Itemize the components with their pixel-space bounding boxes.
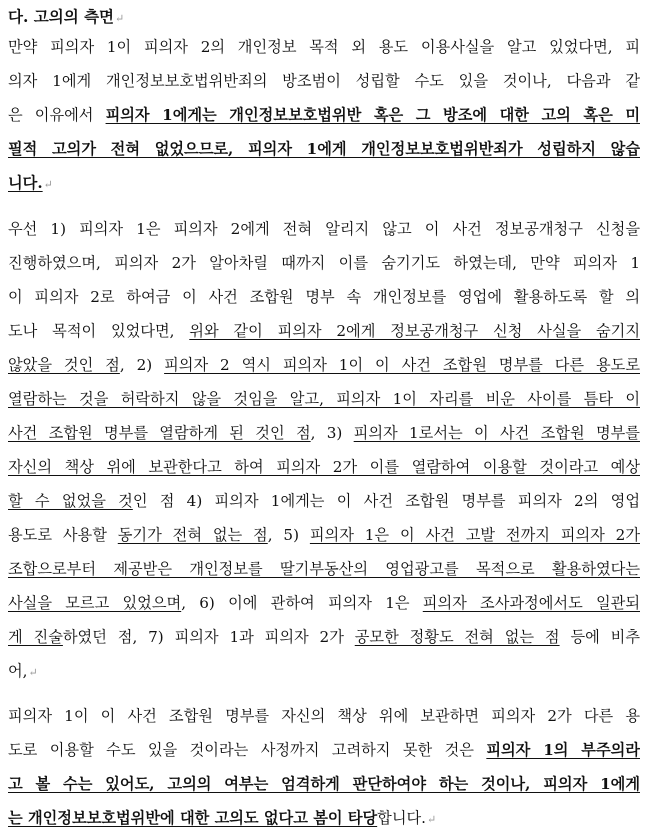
paragraph-mark-icon: ↵ xyxy=(43,178,53,191)
text-line xyxy=(8,450,640,484)
text-run: 사건 조합원 명부를 열람하게 된 것인 점 xyxy=(8,424,311,442)
text-run: 합니다. xyxy=(377,809,427,827)
text-run: , 5) xyxy=(267,526,310,544)
text-run: 동기가 전혀 없는 점 xyxy=(117,526,268,544)
text-run: 피의자 1의 부주의라 xyxy=(486,741,640,759)
text-run: 피의자 2 역시 피의자 1이 이 사건 조합원 명부를 다른 용도로 xyxy=(164,356,640,374)
text-run: 게 진술 xyxy=(8,628,63,646)
text-run: 용도로 사용할 xyxy=(8,526,118,544)
text-run: 할 수 없었을 것 xyxy=(8,492,133,510)
text-line xyxy=(8,484,640,518)
text-run: 진행하였으며, 피의자 2가 알아차릴 때까지 이를 숨기기도 하였는데, 만약 피의자 1 xyxy=(8,254,640,272)
text-run: 니다. xyxy=(8,174,43,192)
text-line xyxy=(8,801,640,835)
paragraph-mark-icon: ↵ xyxy=(427,813,437,826)
text-run: 의자 1에게 개인정보보호법위반죄의 방조범이 성립할 수도 있을 것이나, 다음과 같 xyxy=(8,72,640,90)
text-run: 등에 비추 xyxy=(559,628,640,646)
text-line xyxy=(8,246,640,280)
text-run: 피의자 조사과정에서도 일관되 xyxy=(422,594,640,612)
text-line xyxy=(8,699,640,733)
document-page xyxy=(8,4,640,835)
section-heading xyxy=(8,4,640,30)
text-line xyxy=(8,518,640,552)
text-run: , 2) xyxy=(119,356,165,374)
text-run: 만약 피의자 1이 피의자 2의 개인정보 목적 외 용도 이용사실을 알고 있었다면, 피 xyxy=(8,38,640,56)
text-run: 어, xyxy=(8,662,28,680)
text-run: 조합으로부터 제공받은 개인정보를 딸기부동산의 영업광고를 목적으로 활용하였다는 xyxy=(8,560,640,578)
text-run: 열람하는 것을 허락하지 않을 것임을 알고, 피의자 1이 자리를 비운 사이를 틈타 이 xyxy=(8,390,640,408)
text-run: 피의자 1이 이 사건 조합원 명부를 자신의 책상 위에 보관하면 피의자 2가 다른 용 xyxy=(8,707,640,725)
text-line xyxy=(8,586,640,620)
text-run: 위와 같이 피의자 2에게 정보공개청구 신청 사실을 숨기지 xyxy=(189,322,640,340)
text-run: 사실을 모르고 있었으며 xyxy=(8,594,182,612)
text-line xyxy=(8,280,640,314)
text-line xyxy=(8,654,640,688)
text-line xyxy=(8,620,640,654)
text-run: 피의자 1은 이 사건 고발 전까지 피의자 2가 xyxy=(309,526,640,544)
text-line xyxy=(8,348,640,382)
text-run: , 3) xyxy=(310,424,354,442)
text-run: 도나 목적이 있었다면, xyxy=(8,322,190,340)
text-line xyxy=(8,767,640,801)
paragraph-1 xyxy=(8,30,640,200)
text-run: 도로 이용할 수도 있을 것이라는 사정까지 고려하지 못한 것은 xyxy=(8,741,487,759)
text-run: 하였던 점, 7) 피의자 1과 피의자 2가 xyxy=(62,628,355,646)
text-line xyxy=(8,416,640,450)
text-run: 인 점 4) 피의자 1에게는 이 사건 조합원 명부를 피의자 2의 영업 xyxy=(132,492,640,510)
text-line xyxy=(8,733,640,767)
text-run: 이 피의자 2로 하여금 이 사건 조합원 명부 속 개인정보를 영업에 활용하도록 할 의 xyxy=(8,288,640,306)
text-run: 피의자 1로서는 이 사건 조합원 명부를 xyxy=(353,424,640,442)
text-run: 자신의 책상 위에 보관한다고 하여 피의자 2가 이를 열람하여 이용할 것이라고 예상 xyxy=(8,458,640,476)
text-line xyxy=(8,132,640,166)
text-run: , 6) 이에 관하여 피의자 1은 xyxy=(181,594,423,612)
text-run: 않았을 것인 점 xyxy=(8,356,120,374)
paragraph-mark-icon: ↵ xyxy=(28,666,38,679)
text-run: 우선 1) 피의자 1은 피의자 2에게 전혀 알리지 않고 이 사건 정보공개청구 신청을 xyxy=(8,220,640,238)
paragraph-3 xyxy=(8,699,640,835)
text-run: 공모한 정황도 전혀 없는 점 xyxy=(354,628,560,646)
text-line xyxy=(8,166,640,200)
paragraph-2 xyxy=(8,212,640,688)
text-line xyxy=(8,552,640,586)
section-heading-text: 다. 고의의 측면 xyxy=(8,7,115,26)
text-line xyxy=(8,98,640,132)
text-line xyxy=(8,212,640,246)
text-run: 고 볼 수는 있어도, 고의의 여부는 엄격하게 판단하여야 하는 것이나, 피의자 1에게 xyxy=(8,775,640,793)
text-run: 필적 고의가 전혀 없었으므로, 피의자 1에게 개인정보보호법위반죄가 성립하지 않습 xyxy=(8,140,640,158)
text-line xyxy=(8,314,640,348)
text-line xyxy=(8,382,640,416)
paragraph-mark-icon: ↵ xyxy=(115,12,125,25)
text-line xyxy=(8,30,640,64)
text-run: 피의자 1에게는 개인정보보호법위반 혹은 그 방조에 대한 고의 혹은 미 xyxy=(105,106,640,124)
text-line xyxy=(8,64,640,98)
text-run: 는 개인정보보호법위반에 대한 고의도 없다고 봄이 타당 xyxy=(8,809,378,827)
text-run: 은 이유에서 xyxy=(8,106,106,124)
